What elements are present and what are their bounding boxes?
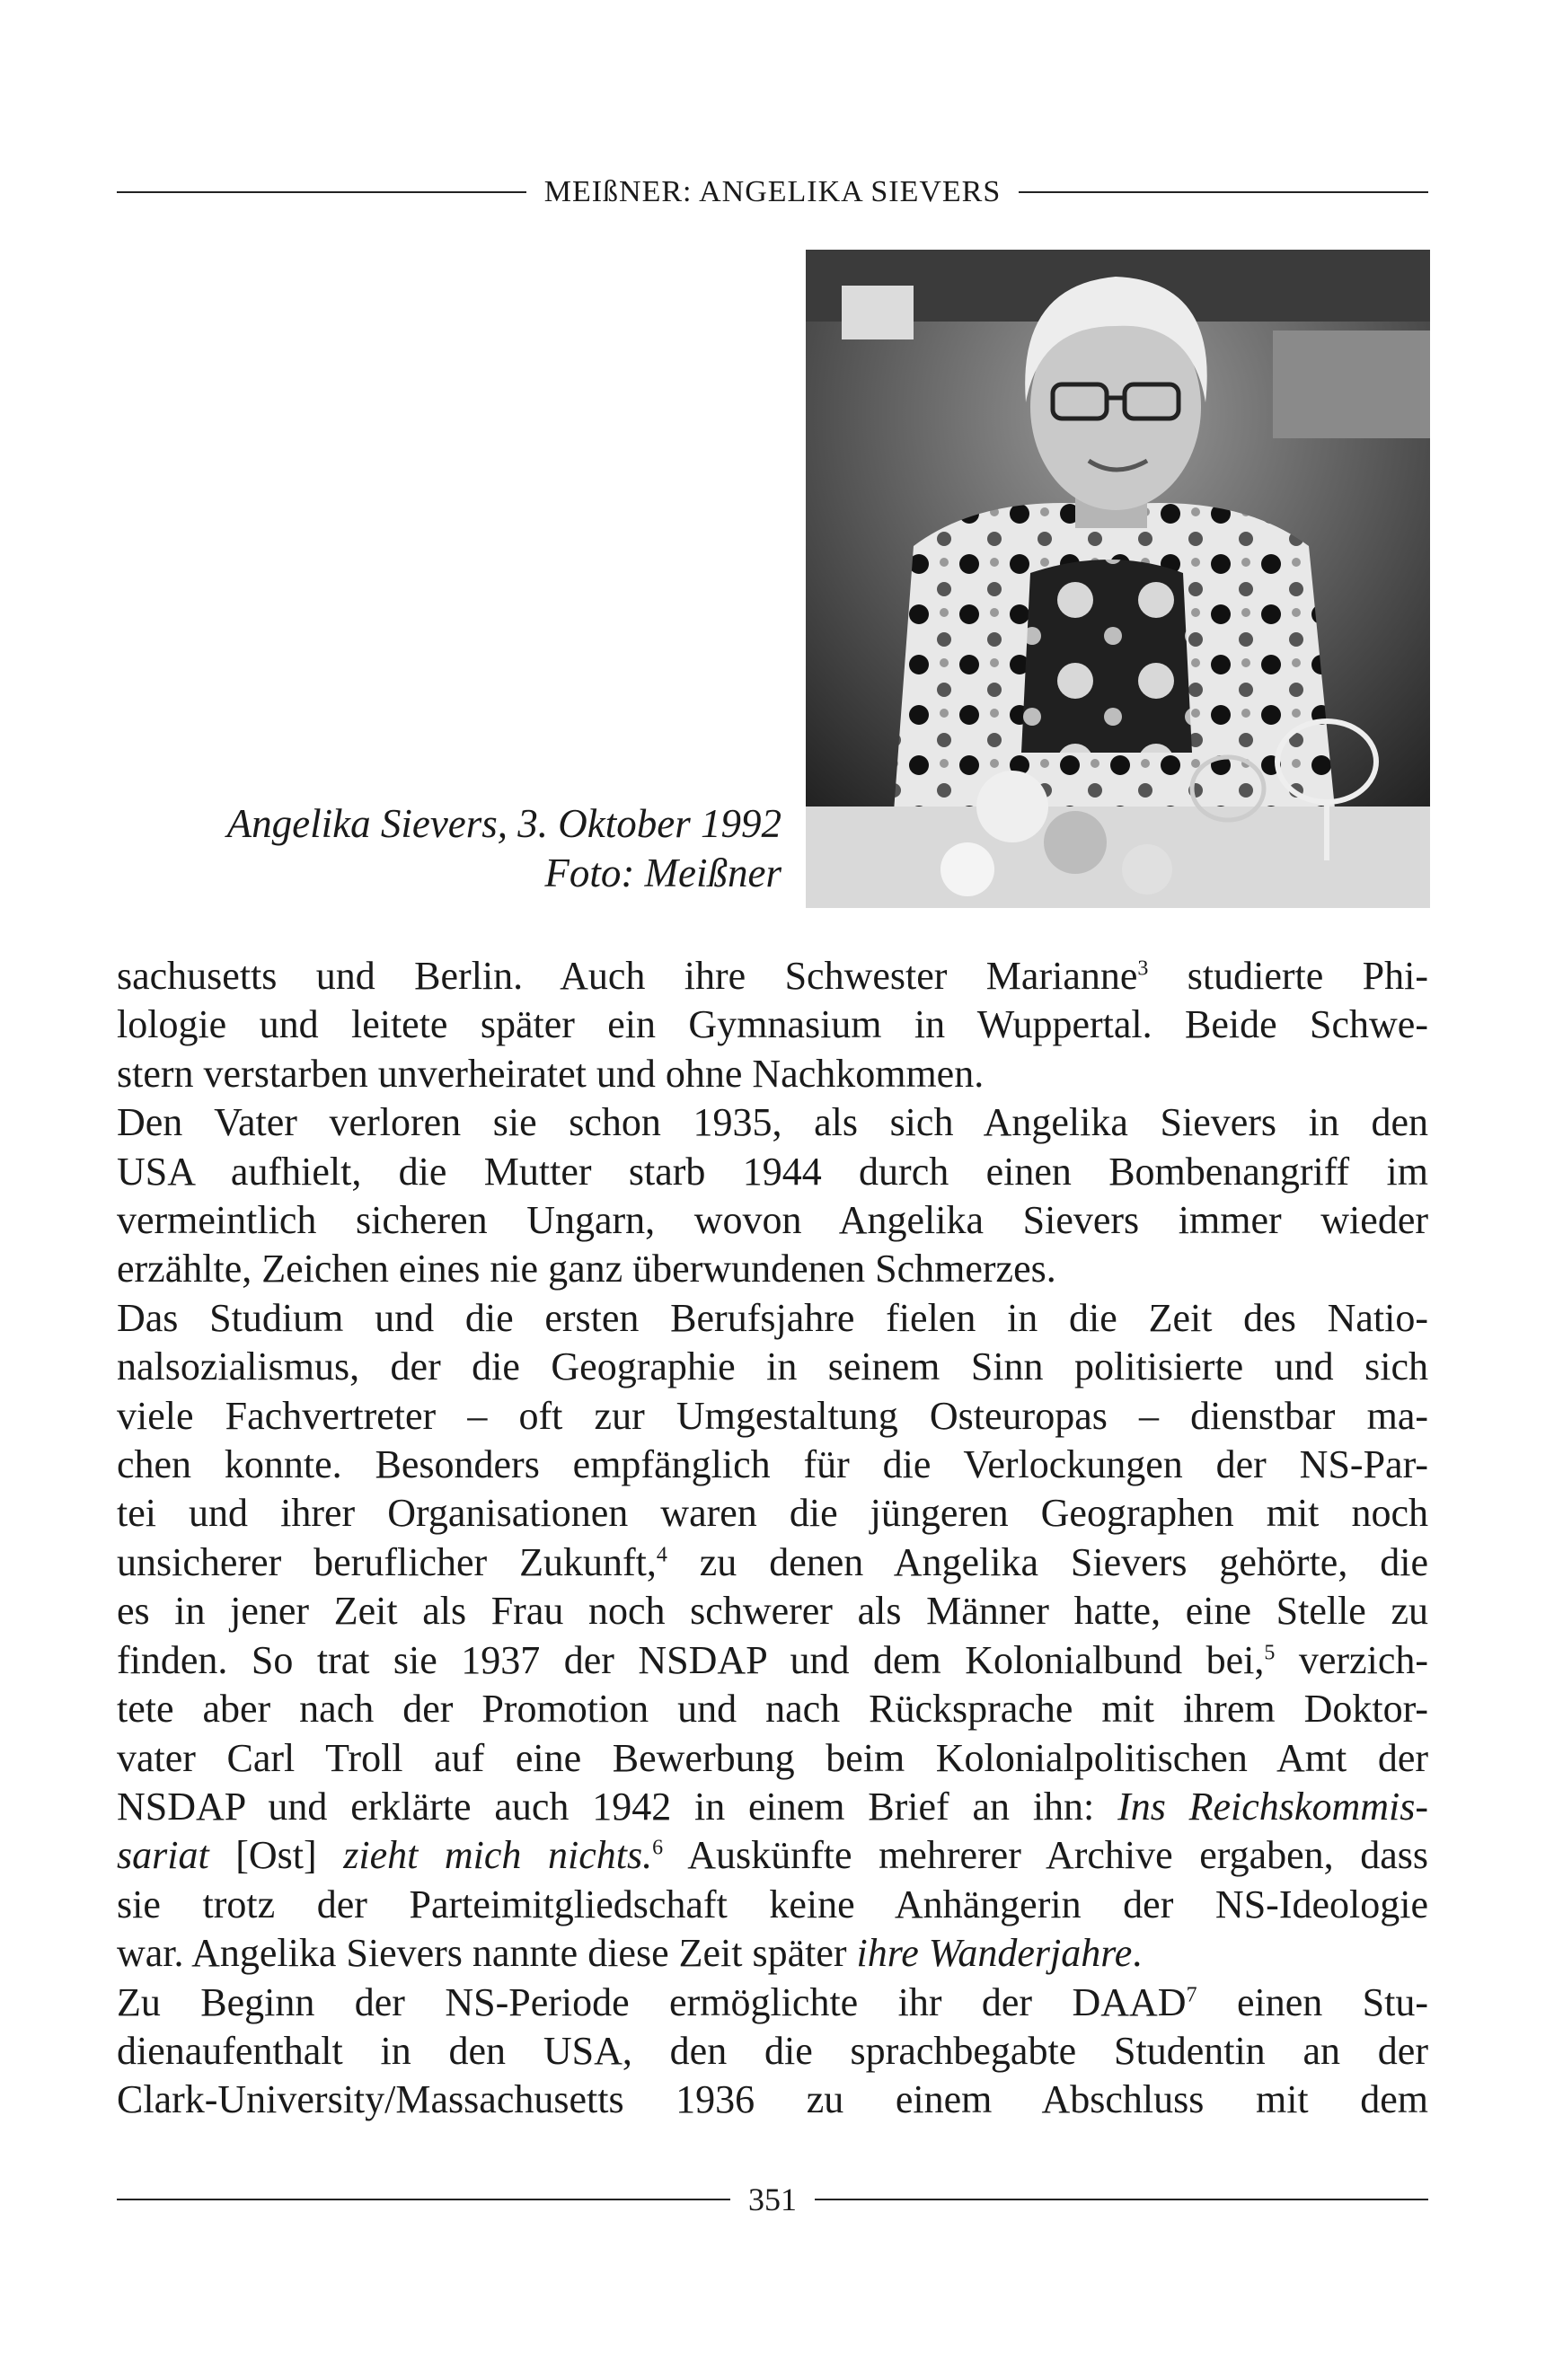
text-line: sachusetts und Berlin. Auch ihre Schwester Marianne$^3$ studierte Phi- [117,954,1428,998]
text-line: nalsozialismus, der die Geographie in seinem Sinn politisierte und sich [117,1344,1428,1389]
portrait-photo [806,250,1430,908]
text-line: es in jener Zeit als Frau noch schwerer als Männer hatte, eine Stelle zu [117,1589,1428,1634]
footnote-ref[interactable]: 4 [656,1543,667,1567]
running-header [117,175,1428,209]
paragraph [117,1979,1428,2125]
text-line: war. Angelika Sievers nannte diese Zeit später ihre Wanderjahre. [117,1931,1143,1976]
portrait-photo-graphic [806,250,1430,908]
text-line: vater Carl Troll auf eine Bewerbung beim Kolonialpolitischen Amt der [117,1735,1428,1780]
running-title: MEIßNER: ANGELIKA SIEVERS [543,175,1002,208]
text-line: Den Vater verloren sie schon 1935, als sich Angelika Sievers in den [117,1100,1428,1145]
text-line: chen konnte. Besonders empfänglich für die Verlockungen der NS-Par- [117,1442,1428,1487]
text-line: finden. So trat sie 1937 der NSDAP und dem Kolonialbund bei,$^5$ verzich- [117,1637,1428,1682]
text-line: NSDAP und erklärte auch 1942 in einem Brief an ihn: Ins Reichskommis- [117,1784,1429,1829]
text-line: sie trotz der Parteimitgliedschaft keine Anhängerin der NS-Ideologie [117,1882,1428,1926]
caption-credit: Foto: Meißner [544,851,782,895]
text-line: dienaufenthalt in den USA, den die sprachbegabte Studentin an der [117,2028,1428,2073]
photo-caption [117,799,782,898]
footnote-ref[interactable]: 6 [652,1836,664,1860]
caption-title: Angelika Sievers, 3. Oktober 1992 [226,801,782,846]
text-line: Das Studium und die ersten Berufsjahre fielen in die Zeit des Natio- [117,1295,1428,1340]
text-line: lologie und leitete später ein Gymnasium in Wuppertal. Beide Schwe- [117,1002,1428,1047]
text-line: USA aufhielt, die Mutter starb 1944 durch einen Bombenangriff im [117,1149,1428,1194]
text-line: tei und ihrer Organisationen waren die jüngeren Geographen mit noch [117,1491,1428,1536]
footnote-ref[interactable]: 3 [1137,956,1149,981]
body-text [117,952,1428,2125]
paragraph [117,1098,1428,1294]
page-footer [117,2181,1428,2218]
header-rule-left [117,191,526,193]
footnote-ref[interactable]: 7 [1186,1982,1197,2006]
text-line: Clark-University/Massachusetts 1936 zu einem Abschluss mit dem [117,2077,1428,2122]
text-line: tete aber nach der Promotion und nach Rücksprache mit ihrem Doktor- [117,1687,1428,1732]
paragraph [117,952,1428,1098]
text-line: vermeintlich sicheren Ungarn, wovon Angelika Sievers immer wieder [117,1198,1428,1243]
text-line: unsicherer beruflicher Zukunft,$^4$ zu denen Angelika Sievers gehörte, die [117,1539,1428,1584]
footnote-ref[interactable]: 5 [1264,1641,1276,1665]
page-number: 351 [748,2182,797,2217]
text-line: sariat [Ost] zieht mich nichts.$^6$ Auskünfte mehrerer Archive ergaben, dass [117,1833,1429,1878]
paragraph [117,1294,1428,1979]
text-line: viele Fachvertreter – oft zur Umgestaltung Osteuropas – dienstbar ma- [117,1393,1428,1438]
header-rule-right [1019,191,1428,193]
text-line: erzählte, Zeichen eines nie ganz überwundenen Schmerzes. [117,1247,1056,1291]
text-line: Zu Beginn der NS-Periode ermöglichte ihr der DAAD$^7$ einen Stu- [117,1979,1428,2024]
footer-rule-right [815,2199,1428,2200]
footer-rule-left [117,2199,730,2200]
text-line: stern verstarben unverheiratet und ohne Nachkommen. [117,1051,985,1096]
